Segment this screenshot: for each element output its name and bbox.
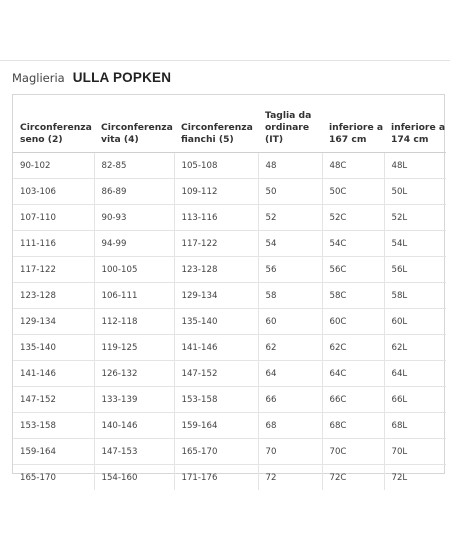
size-table-container <box>12 94 446 483</box>
cell-short-fit: 66C <box>322 387 384 413</box>
cell-order-size: 64 <box>258 361 322 387</box>
cell-long-fit: 70L <box>384 439 446 465</box>
table-row <box>13 413 446 439</box>
table-row <box>13 439 446 465</box>
category-label: Maglieria <box>12 71 65 85</box>
cell-order-size: 70 <box>258 439 322 465</box>
cell-long-fit: 48L <box>384 153 446 179</box>
table-row <box>13 231 446 257</box>
cell-long-fit: 54L <box>384 231 446 257</box>
cell-bust: 129-134 <box>13 309 94 335</box>
table-row <box>13 335 446 361</box>
header-bust: Circonferenza seno (2) <box>13 95 94 153</box>
cell-long-fit: 66L <box>384 387 446 413</box>
cell-short-fit: 54C <box>322 231 384 257</box>
cell-long-fit: 60L <box>384 309 446 335</box>
header-waist: Circonferenza vita (4) <box>94 95 174 153</box>
cell-waist: 147-153 <box>94 439 174 465</box>
cell-short-fit: 64C <box>322 361 384 387</box>
cell-long-fit: 56L <box>384 257 446 283</box>
header-short-fit: inferiore a 167 cm <box>322 95 384 153</box>
header-order-size: Taglia da ordinare (IT) <box>258 95 322 153</box>
cell-hips: 123-128 <box>174 257 258 283</box>
cell-order-size: 50 <box>258 179 322 205</box>
cell-long-fit: 58L <box>384 283 446 309</box>
cell-bust: 111-116 <box>13 231 94 257</box>
cell-bust: 159-164 <box>13 439 94 465</box>
cell-hips: 135-140 <box>174 309 258 335</box>
cell-order-size: 68 <box>258 413 322 439</box>
cell-bust: 135-140 <box>13 335 94 361</box>
cell-hips: 129-134 <box>174 283 258 309</box>
cell-long-fit: 50L <box>384 179 446 205</box>
table-body <box>13 153 446 491</box>
cell-order-size: 60 <box>258 309 322 335</box>
cell-order-size: 58 <box>258 283 322 309</box>
cell-waist: 90-93 <box>94 205 174 231</box>
cell-long-fit: 64L <box>384 361 446 387</box>
cell-long-fit: 72L <box>384 465 446 491</box>
cell-hips: 109-112 <box>174 179 258 205</box>
cell-short-fit: 72C <box>322 465 384 491</box>
table-row <box>13 153 446 179</box>
cell-waist: 119-125 <box>94 335 174 361</box>
cell-short-fit: 58C <box>322 283 384 309</box>
cell-hips: 153-158 <box>174 387 258 413</box>
cell-waist: 94-99 <box>94 231 174 257</box>
cell-waist: 106-111 <box>94 283 174 309</box>
table-row <box>13 387 446 413</box>
top-divider <box>0 60 450 61</box>
table-row <box>13 361 446 387</box>
cell-order-size: 48 <box>258 153 322 179</box>
cell-waist: 140-146 <box>94 413 174 439</box>
cell-order-size: 54 <box>258 231 322 257</box>
cell-short-fit: 68C <box>322 413 384 439</box>
table-row <box>13 257 446 283</box>
cell-long-fit: 62L <box>384 335 446 361</box>
cell-hips: 165-170 <box>174 439 258 465</box>
table-row <box>13 283 446 309</box>
cell-bust: 153-158 <box>13 413 94 439</box>
cell-waist: 86-89 <box>94 179 174 205</box>
cell-long-fit: 52L <box>384 205 446 231</box>
cell-order-size: 56 <box>258 257 322 283</box>
brand-name: ULLA POPKEN <box>72 70 172 85</box>
table-row <box>13 205 446 231</box>
cell-short-fit: 70C <box>322 439 384 465</box>
cell-hips: 147-152 <box>174 361 258 387</box>
cell-order-size: 62 <box>258 335 322 361</box>
cell-hips: 117-122 <box>174 231 258 257</box>
cell-bust: 107-110 <box>13 205 94 231</box>
table-row <box>13 309 446 335</box>
table-row <box>13 465 446 491</box>
header-hips: Circonferenza fianchi (5) <box>174 95 258 153</box>
size-chart-heading <box>12 70 171 88</box>
cell-short-fit: 62C <box>322 335 384 361</box>
cell-bust: 123-128 <box>13 283 94 309</box>
cell-short-fit: 48C <box>322 153 384 179</box>
cell-waist: 82-85 <box>94 153 174 179</box>
cell-order-size: 66 <box>258 387 322 413</box>
cell-hips: 113-116 <box>174 205 258 231</box>
cell-bust: 103-106 <box>13 179 94 205</box>
cell-order-size: 72 <box>258 465 322 491</box>
cell-short-fit: 60C <box>322 309 384 335</box>
cell-bust: 141-146 <box>13 361 94 387</box>
cell-long-fit: 68L <box>384 413 446 439</box>
cell-short-fit: 56C <box>322 257 384 283</box>
cell-bust: 90-102 <box>13 153 94 179</box>
table-header-row <box>13 95 446 153</box>
cell-waist: 126-132 <box>94 361 174 387</box>
cell-bust: 165-170 <box>20 472 56 483</box>
cell-hips: 159-164 <box>174 413 258 439</box>
cell-waist: 133-139 <box>94 387 174 413</box>
size-table <box>13 95 446 490</box>
cell-bust: 117-122 <box>13 257 94 283</box>
cell-short-fit: 52C <box>322 205 384 231</box>
cell-bust: 147-152 <box>13 387 94 413</box>
cell-hips: 105-108 <box>174 153 258 179</box>
cell-waist: 154-160 <box>94 465 174 491</box>
cell-waist: 112-118 <box>94 309 174 335</box>
cell-waist: 100-105 <box>94 257 174 283</box>
cell-hips: 171-176 <box>174 465 258 491</box>
cell-order-size: 52 <box>258 205 322 231</box>
cell-short-fit: 50C <box>322 179 384 205</box>
header-long-fit: inferiore a 174 cm <box>384 95 446 153</box>
cell-hips: 141-146 <box>174 335 258 361</box>
table-row <box>13 179 446 205</box>
